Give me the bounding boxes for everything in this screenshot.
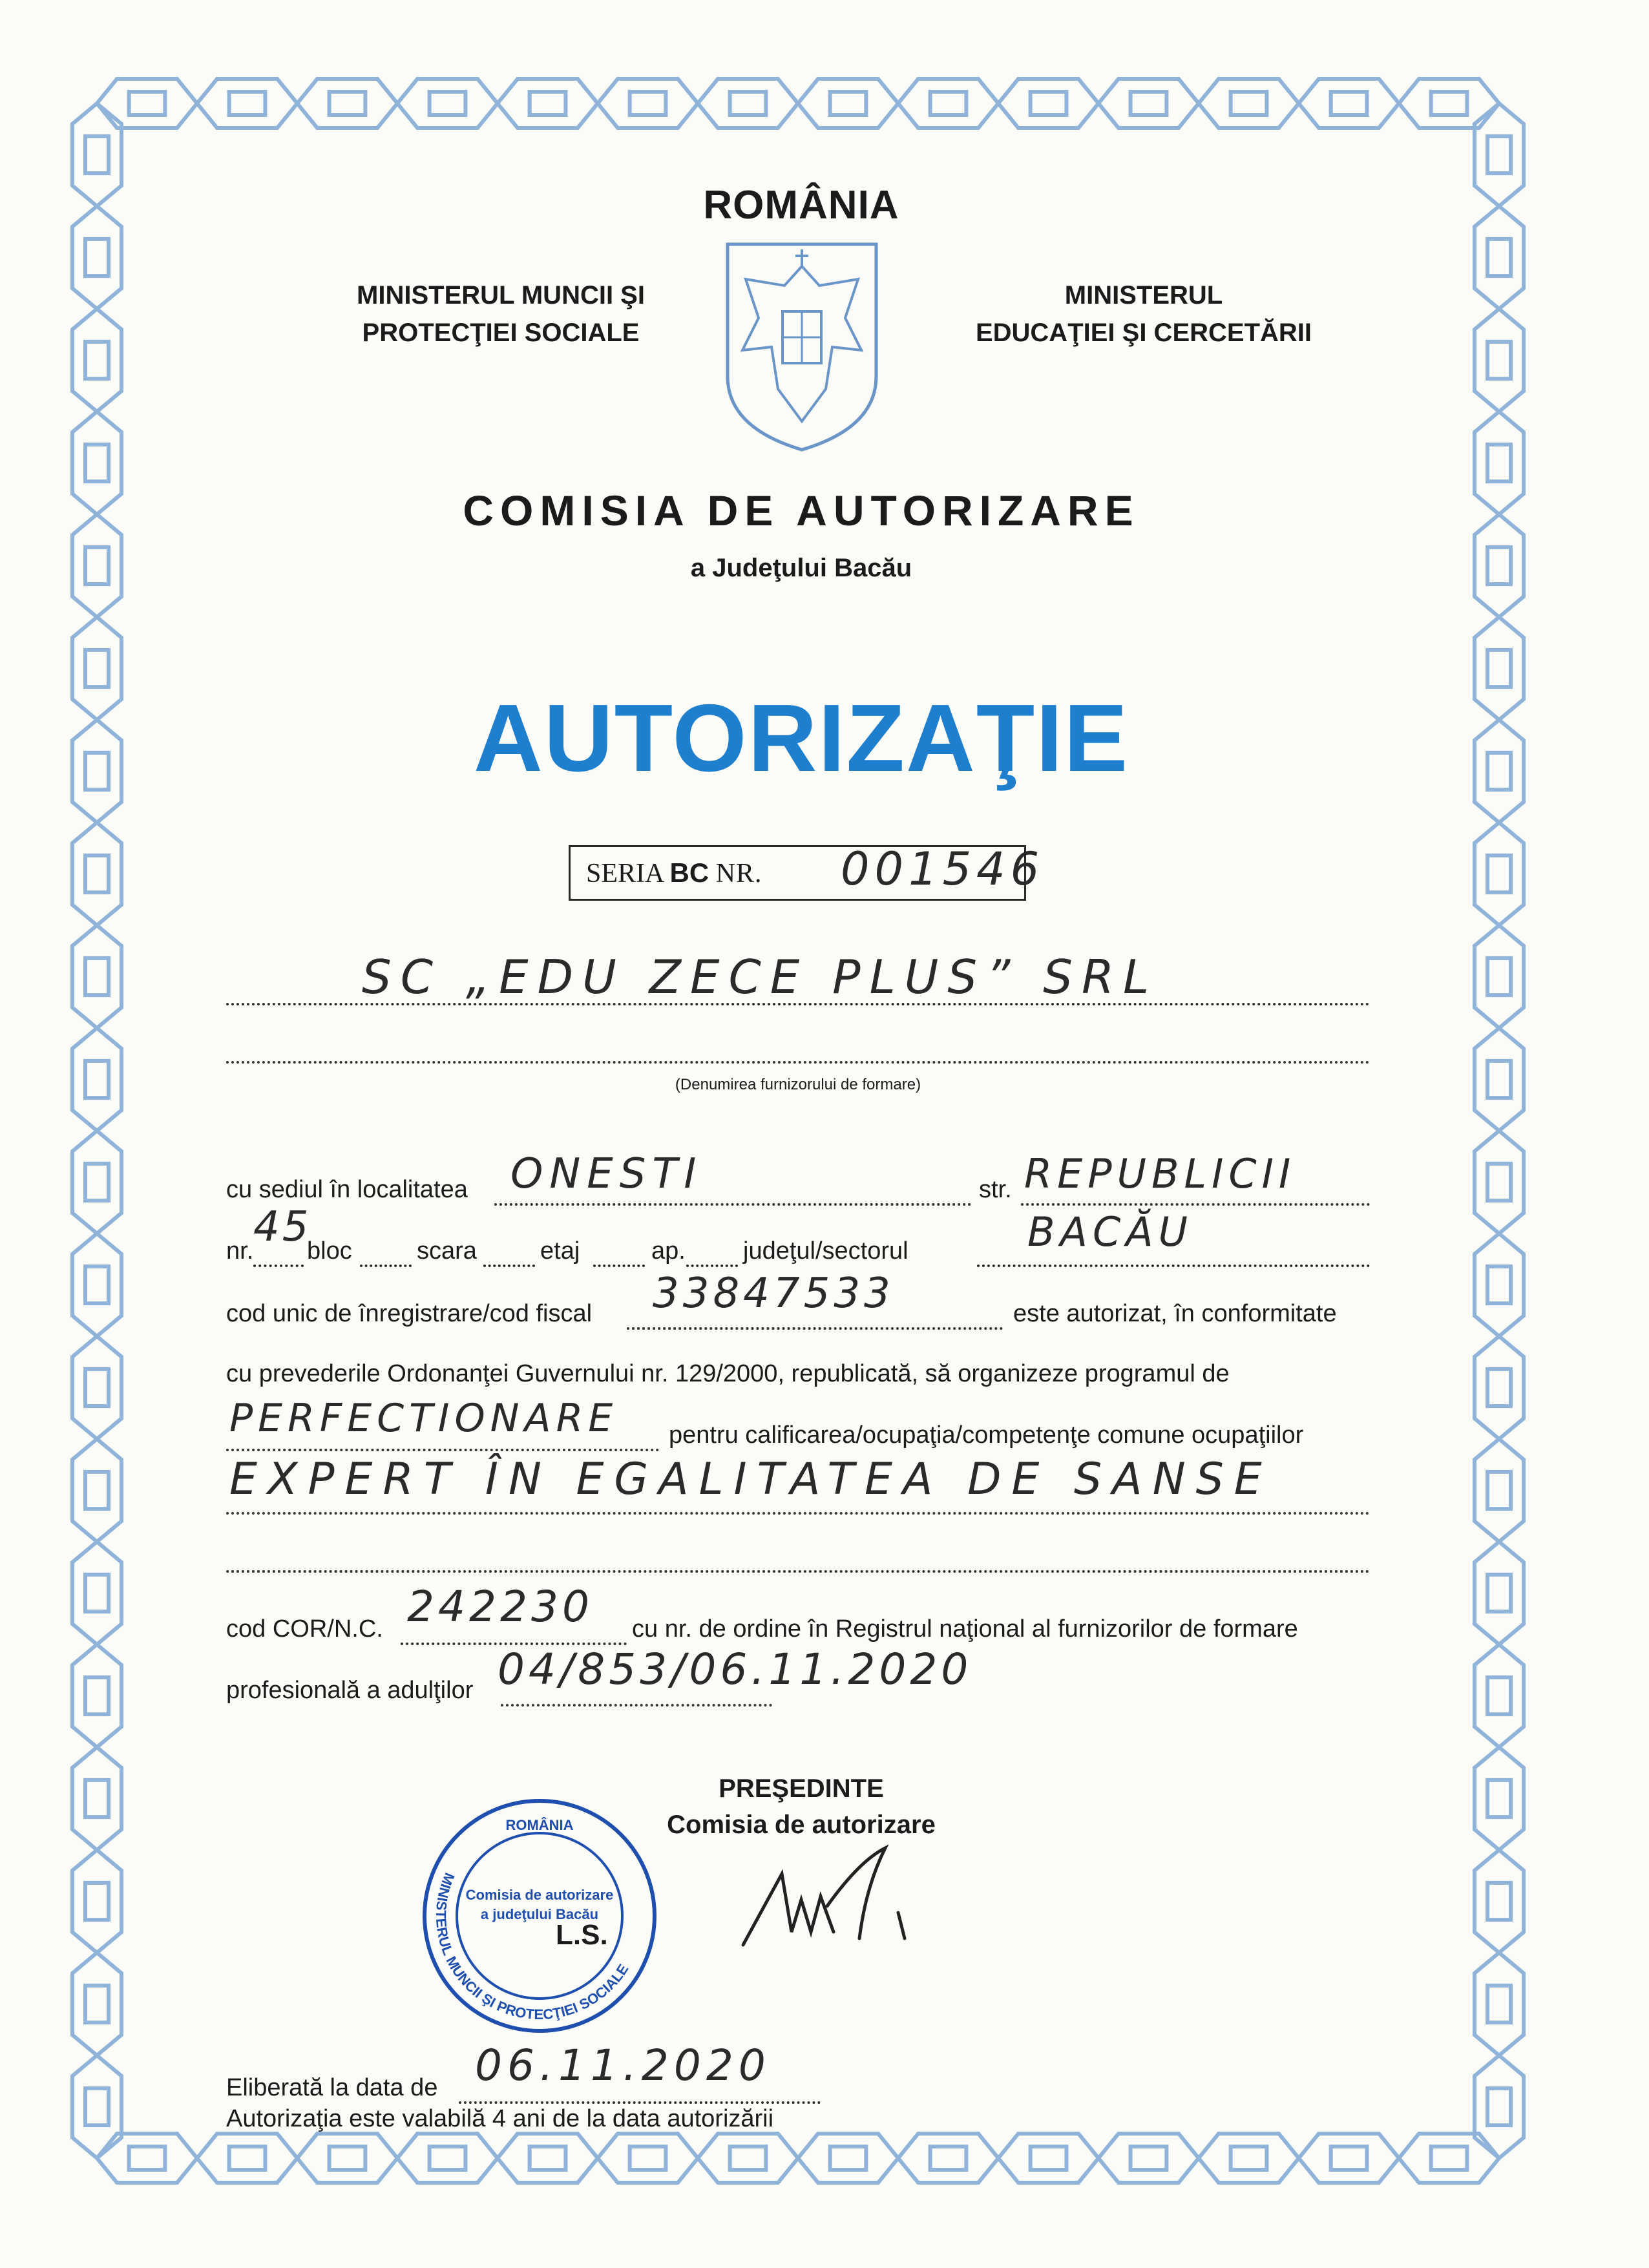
border-link bbox=[72, 1542, 121, 1644]
border-link bbox=[1231, 92, 1267, 115]
border-link bbox=[1199, 79, 1299, 128]
ap-line bbox=[686, 1265, 738, 1267]
street-label: str. bbox=[979, 1176, 1012, 1203]
border-link bbox=[1475, 823, 1524, 925]
border-link bbox=[229, 2147, 266, 2170]
issued-date: 06.11.2020 bbox=[475, 2041, 771, 2090]
border-link bbox=[330, 92, 366, 115]
border-link bbox=[229, 92, 266, 115]
border-link bbox=[72, 1028, 121, 1131]
validity-text: Autorizaţia este valabilă 4 ani de la data autorizării bbox=[226, 2105, 774, 2132]
border-link bbox=[598, 79, 698, 128]
provider-line-2 bbox=[226, 1061, 1370, 1064]
border-link bbox=[1487, 856, 1511, 892]
border-link bbox=[1487, 445, 1511, 481]
border-link bbox=[498, 79, 598, 128]
ap-label: ap. bbox=[651, 1237, 686, 1265]
border-link bbox=[1487, 1780, 1511, 1817]
issued-label: Eliberată la data de bbox=[226, 2074, 438, 2101]
border-link bbox=[1331, 2147, 1367, 2170]
border-link bbox=[72, 1234, 121, 1336]
serial-number: 001546 bbox=[841, 843, 1045, 896]
border-link bbox=[72, 1953, 121, 2055]
registry-label: profesională a adulţilor bbox=[226, 1677, 474, 1704]
border-link bbox=[85, 1266, 109, 1303]
border-link bbox=[1487, 1575, 1511, 1612]
provider-name: SC „EDU ZECE PLUS” SRL bbox=[362, 950, 1159, 1004]
border-link bbox=[397, 2134, 498, 2183]
stamp-ls: L.S. bbox=[556, 1919, 608, 1951]
border-link bbox=[72, 309, 121, 412]
stamp-ring-text: MINISTERUL MUNCII ŞI PROTECŢIEI SOCIALE bbox=[432, 1870, 632, 2023]
stamp-inner-1: Comisia de autorizare bbox=[465, 1887, 614, 1903]
border-link bbox=[97, 79, 197, 128]
border-link bbox=[1487, 2088, 1511, 2125]
border-link bbox=[1098, 79, 1199, 128]
border-link bbox=[85, 1472, 109, 1509]
bloc-line bbox=[360, 1265, 412, 1267]
border-link bbox=[1098, 2134, 1199, 2183]
border-link bbox=[72, 1644, 121, 1747]
border-link bbox=[730, 92, 766, 115]
border-link bbox=[1399, 79, 1499, 128]
serial-box bbox=[569, 843, 1045, 901]
fiscal-code-suffix: este autorizat, în conformitate bbox=[1013, 1300, 1337, 1327]
border-link bbox=[129, 2147, 165, 2170]
border-link bbox=[1475, 1439, 1524, 1542]
border-link bbox=[1487, 136, 1511, 173]
ministry-education-line-2: EDUCAŢIEI ŞI CERCETĂRII bbox=[975, 319, 1312, 347]
etaj-label: etaj bbox=[540, 1237, 580, 1265]
border-link bbox=[1475, 1234, 1524, 1336]
locality-line bbox=[494, 1203, 971, 1206]
border-link bbox=[1487, 958, 1511, 995]
county-subtitle: a Judeţului Bacău bbox=[690, 554, 912, 582]
border-link bbox=[930, 2147, 967, 2170]
program-type-value: PERFECTIONARE bbox=[229, 1396, 618, 1441]
registry-line bbox=[501, 1704, 772, 1706]
ministry-education-line-1: MINISTERUL bbox=[1064, 281, 1223, 310]
program-suffix: pentru calificarea/ocupaţia/competenţe comune ocupaţiilor bbox=[669, 1422, 1304, 1449]
border-link bbox=[72, 1747, 121, 1850]
scara-line bbox=[483, 1265, 535, 1267]
border-link bbox=[1299, 2134, 1399, 2183]
etaj-line bbox=[593, 1265, 645, 1267]
street-value: REPUBLICII bbox=[1024, 1150, 1296, 1197]
border-link bbox=[72, 1336, 121, 1439]
border-link bbox=[1487, 1164, 1511, 1201]
border-link bbox=[1487, 1369, 1511, 1406]
border-link bbox=[85, 958, 109, 995]
border-link bbox=[297, 2134, 397, 2183]
border-link bbox=[1487, 239, 1511, 276]
document-title: AUTORIZAŢIE bbox=[473, 685, 1129, 792]
border-link bbox=[498, 2134, 598, 2183]
border-link bbox=[1487, 1986, 1511, 2022]
border-link bbox=[1131, 92, 1167, 115]
border-link bbox=[1475, 1850, 1524, 1953]
street-line bbox=[1021, 1203, 1370, 1206]
address-nr-line bbox=[253, 1265, 304, 1267]
border-link bbox=[85, 1780, 109, 1817]
stamp-top-text: ROMÂNIA bbox=[505, 1817, 574, 1833]
border-link bbox=[1487, 1061, 1511, 1098]
border-link bbox=[698, 79, 798, 128]
address-nr-label: nr. bbox=[226, 1237, 254, 1265]
issued-line bbox=[459, 2101, 821, 2104]
occupation-value: EXPERT ÎN EGALITATEA DE SANSE bbox=[229, 1454, 1272, 1505]
country-heading: ROMÂNIA bbox=[703, 183, 899, 227]
border-link bbox=[598, 2134, 698, 2183]
provider-caption: (Denumirea furnizorului de formare) bbox=[675, 1076, 921, 1093]
border-link bbox=[1475, 1028, 1524, 1131]
border-link bbox=[830, 2147, 867, 2170]
border-link bbox=[998, 79, 1098, 128]
cor-code-suffix: cu nr. de ordine în Registrul naţional al furnizorilor de formare bbox=[632, 1615, 1298, 1643]
border-link bbox=[1475, 1336, 1524, 1439]
occupation-line-2 bbox=[226, 1570, 1370, 1573]
border-link bbox=[1031, 2147, 1067, 2170]
border-link bbox=[1475, 1131, 1524, 1234]
border-link bbox=[85, 1883, 109, 1920]
border-link bbox=[85, 856, 109, 892]
border-link bbox=[1431, 92, 1467, 115]
border-link bbox=[1299, 79, 1399, 128]
ministry-labour-line-1: MINISTERUL MUNCII ŞI bbox=[357, 281, 645, 310]
border-link bbox=[1431, 2147, 1467, 2170]
border-link bbox=[1475, 309, 1524, 412]
border-link bbox=[930, 92, 967, 115]
bloc-label: bloc bbox=[307, 1237, 352, 1265]
fiscal-code-value: 33847533 bbox=[653, 1270, 894, 1318]
border-link bbox=[430, 92, 466, 115]
president-signature bbox=[730, 1835, 924, 1964]
registry-number: 04/853/06.11.2020 bbox=[498, 1644, 972, 1694]
border-link bbox=[898, 2134, 998, 2183]
border-link bbox=[97, 2134, 197, 2183]
border-link bbox=[1487, 342, 1511, 379]
border-link bbox=[1487, 1883, 1511, 1920]
border-link bbox=[1487, 1266, 1511, 1303]
locality-value: ONESTI bbox=[510, 1150, 703, 1198]
program-type-line bbox=[226, 1449, 659, 1451]
border-link bbox=[297, 79, 397, 128]
legal-text: cu prevederile Ordonanţei Guvernului nr. 129/2000, republicată, să organizeze programul de bbox=[226, 1360, 1230, 1387]
provider-line-1 bbox=[226, 1003, 1370, 1005]
border-link bbox=[430, 2147, 466, 2170]
county-label: judeţul/sectorul bbox=[743, 1237, 909, 1265]
border-link bbox=[85, 650, 109, 687]
ministry-education bbox=[937, 277, 1350, 352]
scara-label: scara bbox=[417, 1237, 477, 1265]
fiscal-code-label: cod unic de înregistrare/cod fiscal bbox=[226, 1300, 593, 1327]
border-link bbox=[72, 1439, 121, 1542]
border-link bbox=[85, 1369, 109, 1406]
border-link bbox=[72, 1850, 121, 1953]
border-link bbox=[85, 1164, 109, 1201]
ministry-labour bbox=[310, 277, 691, 352]
county-line bbox=[977, 1265, 1370, 1267]
border-link bbox=[1231, 2147, 1267, 2170]
border-link bbox=[1487, 650, 1511, 687]
border-link bbox=[1487, 1677, 1511, 1714]
border-link bbox=[798, 79, 898, 128]
border-link bbox=[1331, 92, 1367, 115]
border-link bbox=[85, 445, 109, 481]
border-link bbox=[1475, 1644, 1524, 1747]
cor-code-label: cod COR/N.C. bbox=[226, 1615, 383, 1643]
border-link bbox=[630, 2147, 666, 2170]
serial-label: SERIA bbox=[586, 859, 664, 888]
occupation-line-1 bbox=[226, 1512, 1370, 1515]
border-link bbox=[630, 92, 666, 115]
border-link bbox=[397, 79, 498, 128]
border-link bbox=[1399, 2134, 1499, 2183]
border-link bbox=[798, 2134, 898, 2183]
border-link bbox=[85, 1677, 109, 1714]
president-title: PREŞEDINTE bbox=[719, 1774, 884, 1803]
border-link bbox=[1131, 2147, 1167, 2170]
border-link bbox=[1199, 2134, 1299, 2183]
border-link bbox=[72, 2055, 121, 2158]
border-link bbox=[72, 1131, 121, 1234]
border-link bbox=[698, 2134, 798, 2183]
border-link bbox=[129, 92, 165, 115]
border-link bbox=[1475, 1953, 1524, 2055]
president-subtitle: Comisia de autorizare bbox=[667, 1811, 936, 1839]
border-link bbox=[1031, 92, 1067, 115]
border-link bbox=[830, 92, 867, 115]
border-link bbox=[1475, 2055, 1524, 2158]
commission-title: COMISIA DE AUTORIZARE bbox=[463, 487, 1140, 534]
coat-of-arms-icon bbox=[722, 240, 881, 454]
border-link bbox=[85, 136, 109, 173]
stamp-inner-2: a judeţului Bacău bbox=[480, 1906, 599, 1922]
border-link bbox=[1475, 1747, 1524, 1850]
county-value: BACĂU bbox=[1027, 1208, 1193, 1255]
border-link bbox=[85, 342, 109, 379]
border-link bbox=[72, 925, 121, 1028]
ministry-labour-line-2: PROTECŢIEI SOCIALE bbox=[362, 319, 640, 347]
address-nr-value: 45 bbox=[253, 1203, 311, 1251]
fiscal-code-line bbox=[627, 1327, 1003, 1330]
border-link bbox=[85, 1575, 109, 1612]
border-link bbox=[1475, 1542, 1524, 1644]
border-link bbox=[197, 79, 297, 128]
border-link bbox=[730, 2147, 766, 2170]
border-link bbox=[1475, 925, 1524, 1028]
border-link bbox=[330, 2147, 366, 2170]
border-link bbox=[1487, 1472, 1511, 1509]
border-link bbox=[85, 1986, 109, 2022]
locality-label: cu sediul în localitatea bbox=[226, 1176, 468, 1203]
cor-code-value: 242230 bbox=[407, 1582, 593, 1632]
border-link bbox=[72, 823, 121, 925]
serial-nr-label: NR. bbox=[715, 859, 762, 888]
border-link bbox=[998, 2134, 1098, 2183]
border-link bbox=[85, 1061, 109, 1098]
official-stamp bbox=[414, 1790, 666, 2042]
border-link bbox=[530, 92, 566, 115]
border-link bbox=[530, 2147, 566, 2170]
border-link bbox=[197, 2134, 297, 2183]
border-link bbox=[85, 239, 109, 276]
border-link bbox=[898, 79, 998, 128]
border-link bbox=[85, 2088, 109, 2125]
serial-series: BC bbox=[669, 857, 709, 888]
